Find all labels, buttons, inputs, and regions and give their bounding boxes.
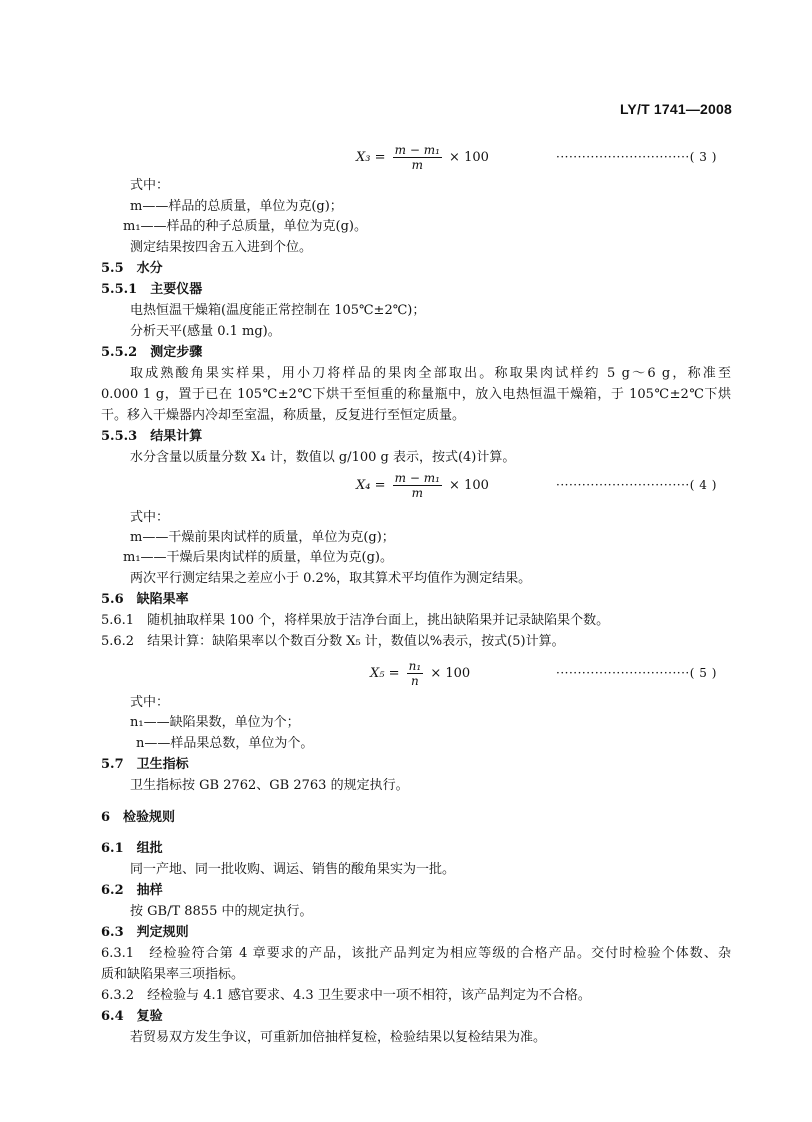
formula-3-tail: × 100 [449, 150, 489, 165]
section-heading: 6.4 复验 [101, 1009, 163, 1024]
var-def: m₁——样品的种子总质量，单位为克(g)。 [123, 219, 368, 234]
where-label: 式中： [130, 695, 170, 710]
section-heading: 5.5.2 测定步骤 [101, 345, 203, 360]
section-heading: 5.5.1 主要仪器 [101, 282, 203, 297]
formula-4 [356, 471, 489, 500]
where-label: 式中： [130, 510, 170, 525]
where-label: 式中： [130, 178, 170, 193]
equation-number-3: ·······························( 3 ) [556, 150, 717, 164]
formula-5-tail: × 100 [430, 666, 471, 681]
numbered-clause: 质和缺陷果率三项指标。 [101, 967, 245, 982]
body-text: 若贸易双方发生争议，可重新加倍抽样复检，检验结果以复检结果为准。 [130, 1030, 547, 1045]
paragraph-line: 0.000 1 g，置于已在 105℃±2℃下烘干至恒重的称量瓶中，放入电热恒温干燥箱，于 105℃±2℃下烘 [101, 387, 731, 402]
numbered-clause: 5.6.2 结果计算：缺陷果率以个数百分数 X₅ 计，数值以%表示，按式(5)计算。 [101, 634, 565, 649]
section-heading: 6.3 判定规则 [101, 925, 189, 940]
formula-3-denominator: m [411, 158, 423, 172]
formula-5-denominator: n [411, 674, 419, 688]
formula-3-numerator: m − m₁ [394, 143, 440, 157]
section-heading: 5.5.3 结果计算 [101, 429, 203, 444]
section-heading: 5.6 缺陷果率 [101, 592, 189, 607]
var-def: m₁——干燥后果肉试样的质量，单位为克(g)。 [123, 550, 394, 565]
body-text: 按 GB/T 8855 中的规定执行。 [130, 904, 313, 919]
formula-4-numerator: m − m₁ [394, 471, 440, 485]
section-heading: 5.7 卫生指标 [101, 757, 189, 772]
section-heading: 6.1 组批 [101, 841, 163, 856]
var-def: n₁——缺陷果数，单位为个； [130, 715, 300, 730]
numbered-clause: 5.6.1 随机抽取样果 100 个，将样果放于洁净台面上，挑出缺陷果并记录缺陷果个数。 [101, 613, 610, 628]
paragraph-line: 干。移入干燥器内冷却至室温，称质量，反复进行至恒定质量。 [101, 408, 466, 423]
var-def: m——样品的总质量，单位为克(g)； [130, 199, 343, 214]
equation-number-5: ·······························( 5 ) [556, 666, 717, 680]
formula-3-fraction [393, 143, 442, 172]
section-heading: 6.2 抽样 [101, 883, 163, 898]
formula-5-numerator: n₁ [408, 659, 422, 673]
formula-5-lhs: X₅ = [370, 666, 400, 681]
formula-4-lhs: X₄ = [356, 478, 386, 493]
var-def: m——干燥前果肉试样的质量，单位为克(g)； [130, 530, 395, 545]
numbered-clause: 6.3.1 经检验符合第 4 章要求的产品，该批产品判定为相应等级的合格产品。交付时检验个体数、杂 [101, 946, 731, 961]
body-text: 水分含量以质量分数 X₄ 计，数值以 g/100 g 表示，按式(4)计算。 [130, 450, 516, 465]
formula-4-tail: × 100 [449, 478, 489, 493]
body-text: 电热恒温干燥箱(温度能正常控制在 105℃±2℃)； [130, 303, 426, 318]
var-def: n——样品果总数，单位为个。 [136, 736, 314, 751]
chapter-heading: 6 检验规则 [101, 810, 176, 825]
body-text: 同一产地、同一批收购、调运、销售的酸角果实为一批。 [130, 862, 456, 877]
formula-4-fraction [393, 471, 442, 500]
body-text: 卫生指标按 GB 2762、GB 2763 的规定执行。 [130, 778, 409, 793]
section-heading: 5.5 水分 [101, 261, 163, 276]
numbered-clause: 6.3.2 经检验与 4.1 感官要求、4.3 卫生要求中一项不相符，该产品判定为不合格。 [101, 988, 591, 1003]
body-text: 测定结果按四舍五入进到个位。 [130, 240, 313, 255]
body-text: 分析天平(感量 0.1 mg)。 [130, 324, 281, 339]
standard-number: LY/T 1741—2008 [619, 101, 732, 117]
body-text: 两次平行测定结果之差应小于 0.2%，取其算术平均值作为测定结果。 [130, 571, 532, 586]
formula-3-lhs: X₃ = [356, 150, 386, 165]
formula-4-denominator: m [411, 486, 423, 500]
formula-3 [356, 143, 489, 172]
formula-5 [370, 659, 470, 688]
paragraph-line: 取成熟酸角果实样果，用小刀将样品的果肉全部取出。称取果肉试样约 5 g～6 g，称准至 [130, 366, 731, 381]
equation-number-4: ·······························( 4 ) [556, 478, 717, 492]
formula-5-fraction [407, 659, 424, 688]
